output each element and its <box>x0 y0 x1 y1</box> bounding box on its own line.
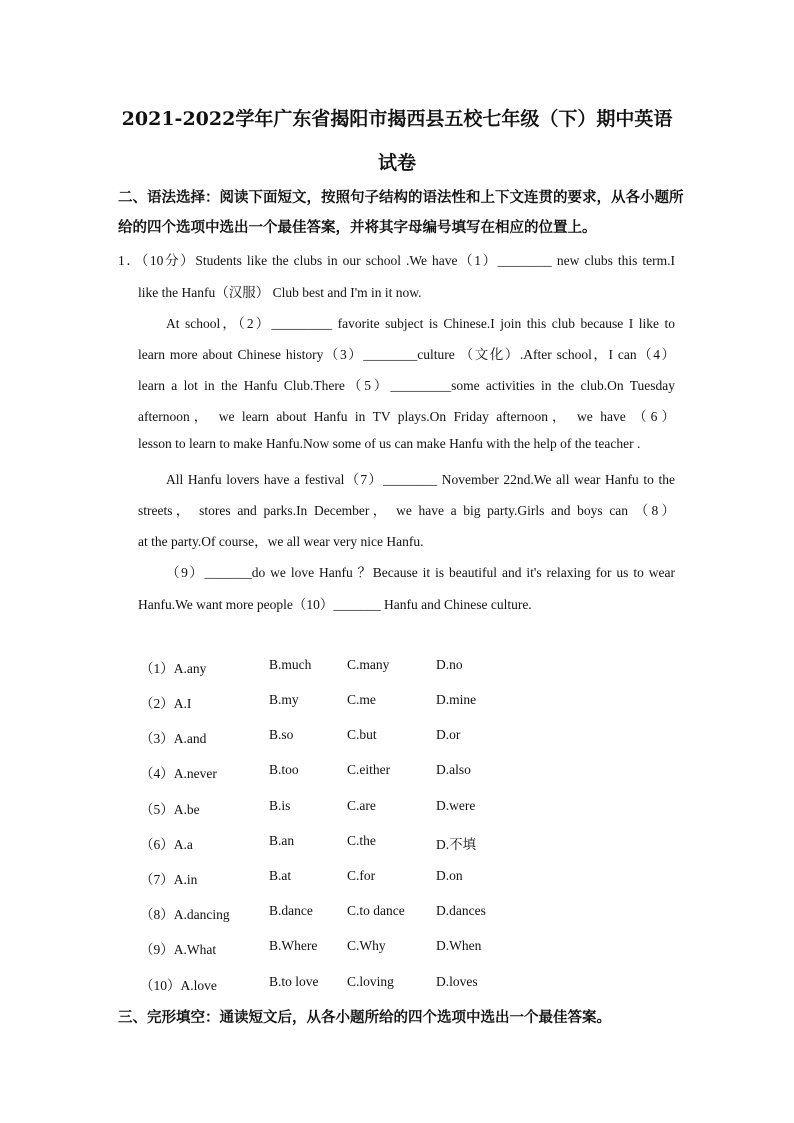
passage-line-1: 1．（10分）Students like the clubs in our school .We have（1）________ new clubs this term.I <box>118 253 675 268</box>
option-c: C.for <box>347 868 376 883</box>
option-b: B.too <box>269 762 299 777</box>
passage-line-3: At school，（2）_________ favorite subject is Chinese.I join this club because I like to <box>166 316 675 331</box>
passage-line-2: like the Hanfu（汉服） Club best and I'm in it now. <box>138 285 422 300</box>
section-2-heading-line2: 给的四个选项中选出一个最佳答案，并将其字母编号填写在相应的位置上。 <box>118 220 597 236</box>
passage-line-9: streets， stores and parks.In December， we have a big party.Girls and boys can （8） <box>138 503 675 518</box>
section-3-heading: 三、完形填空：通读短文后，从各小题所给的四个选项中选出一个最佳答案。 <box>118 1010 611 1026</box>
option-d: D.on <box>436 868 463 883</box>
option-b: B.much <box>269 657 312 672</box>
option-d: D.also <box>436 762 471 777</box>
option-c: C.me <box>347 692 376 707</box>
option-c: C.many <box>347 657 390 672</box>
option-b: B.dance <box>269 903 313 918</box>
option-b: B.is <box>269 798 291 813</box>
option-c: C.loving <box>347 974 394 989</box>
section-2-heading-line1: 二、语法选择：阅读下面短文，按照句子结构的语法性和上下文连贯的要求，从各小题所 <box>118 190 684 206</box>
passage-line-7: lesson to learn to make Hanfu.Now some of us can make Hanfu with the help of the teacher . <box>138 436 641 451</box>
option-b: B.at <box>269 868 292 883</box>
option-b: B.my <box>269 692 299 707</box>
option-a: （2）A.I <box>140 696 192 711</box>
passage-line-12: Hanfu.We want more people（10）_______ Hanfu and Chinese culture. <box>138 597 532 612</box>
option-d: D.no <box>436 657 463 672</box>
option-d: D.When <box>436 938 482 953</box>
exam-title-line1: 2021-2022学年广东省揭阳市揭西县五校七年级（下）期中英语 <box>121 108 673 130</box>
option-d: D.or <box>436 727 461 742</box>
passage-line-8: All Hanfu lovers have a festival（7）________ November 22nd.We all wear Hanfu to the <box>166 472 675 487</box>
option-d: D.dances <box>436 903 486 918</box>
option-b: B.so <box>269 727 294 742</box>
option-a: （4）A.never <box>140 766 217 781</box>
option-d: D.loves <box>436 974 478 989</box>
option-a: （9）A.What <box>140 942 217 957</box>
option-c: C.Why <box>347 938 386 953</box>
option-c: C.to dance <box>347 903 405 918</box>
option-c: C.are <box>347 798 376 813</box>
option-c: C.either <box>347 762 391 777</box>
option-d: D.mine <box>436 692 477 707</box>
option-b: B.to love <box>269 974 319 989</box>
option-a: （3）A.and <box>140 731 207 746</box>
passage-line-6: afternoon， we learn about Hanfu in TV plays.On Friday afternoon， we have （6） <box>138 409 675 424</box>
passage-line-11: （9）_______do we love Hanfu ？Because it is beautiful and it's relaxing for us to wear <box>166 565 675 580</box>
exam-title-line2: 试卷 <box>377 152 416 174</box>
option-c: C.but <box>347 727 377 742</box>
option-a: （1）A.any <box>140 661 207 676</box>
option-c: C.the <box>347 833 376 848</box>
option-d: D.were <box>436 798 476 813</box>
passage-line-5: learn a lot in the Hanfu Club.There（5）_________some activities in the club.On Tuesday <box>138 378 675 393</box>
option-b: B.an <box>269 833 295 848</box>
option-a: （7）A.in <box>140 872 198 887</box>
option-d: D.不填 <box>436 837 477 852</box>
option-b: B.Where <box>269 938 318 953</box>
option-a: （6）A.a <box>140 837 193 852</box>
option-a: （10）A.love <box>140 978 217 993</box>
option-a: （8）A.dancing <box>140 907 230 922</box>
passage-line-4: learn more about Chinese history（3）________culture （文化）.After school，I can（4） <box>138 347 675 362</box>
passage-line-10: at the party.Of course，we all wear very nice Hanfu. <box>138 534 424 549</box>
option-a: （5）A.be <box>140 802 200 817</box>
